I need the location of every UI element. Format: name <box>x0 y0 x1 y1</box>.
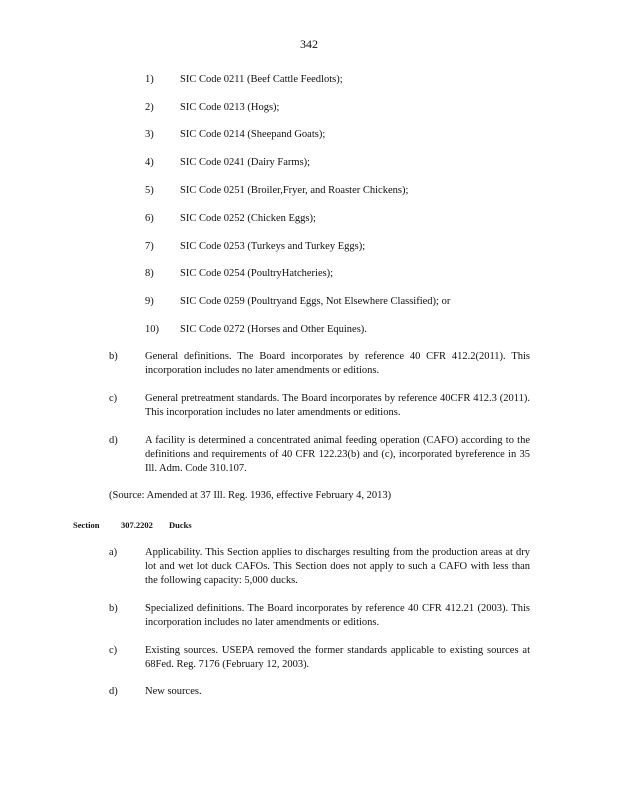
section-number: 307.2202 <box>121 520 153 530</box>
source-note: (Source: Amended at 37 Ill. Reg. 1936, effective February 4, 2013) <box>109 490 392 501</box>
section-title: Ducks <box>169 520 192 530</box>
paragraph: b) Specialized definitions. The Board incorporates by reference 40 CFR 412.21 (2003). This incorporation includes no later amendments or editions. <box>109 603 530 628</box>
paragraph: c) Existing sources. USEPA removed the former standards applicable to existing sources at 68Fed. Reg. 7176 (February 12, 2003). <box>109 645 530 670</box>
paragraph: d) New sources. <box>109 686 202 697</box>
paragraph: a) Applicability. This Section applies to discharges resulting from the production areas at dry lot and wet lot duck CAFOs. This Section does not apply to such a CAFO with less than the following capacity: 5,000 ducks. <box>109 547 530 586</box>
section-heading <box>73 520 192 530</box>
section-label: Section <box>73 520 100 530</box>
paragraph: b) General definitions. The Board incorporates by reference 40 CFR 412.2(2011). This incorporation includes no later amendments or editions. <box>109 351 530 376</box>
document-page: 342 1) SIC Code 0211 (Beef Cattle Feedlots); 2) SIC Code 0213 (Hogs); 3) SIC Code 0214 (Sheepand Goats); 4) SIC Code 0241 (Dairy Farms); 5) SIC Code 0251 (Broiler,Fryer, and Roaster Chickens); 6) SIC Code 0252 (Chicken Eggs); 7) SIC Code 0253 (Turkeys and Turkey Eggs); 8) SIC Code 0254 (PoultryHatcheries); 9) SIC Code 0259 (Poultryand Eggs, Not Elsewhere Classified); or 10) SIC Code 0272 (Horses and Other Equines). b) General definitions. The Board incorporates by reference 40 CFR 412.2(2011). This incorporation includes no later amendments or editions. c) General pretreatment standards. The Board incorporates by reference 40CFR 412.3 (2011). This incorporation includes no later amendments or editions. d) A facility is determined a concentrated animal feeding operation (CAFO) according to the definitions and requirements of 40 CFR 122.23(b) and (c), incorporated byreference in 35 Ill. Adm. Code 310.107. (Source: Amended at 37 Ill. Reg. 1936, effective February 4, 2013) Section 307.2202 Ducks a) Applicability. This Section applies to discharges resulting from the production areas at dry lot and wet lot duck CAFOs. This Section does not apply to such a CAFO with less than the following capacity: 5,000 ducks. b) Specialized definitions. The Board incorporates by reference 40 CFR 412.21 (2003). This incorporation includes no later amendments or editions. c) Existing sources. USEPA removed the former standards applicable to existing sources at 68Fed. Reg. 7176 (February 12, 2003). d) New sources. <box>0 0 618 800</box>
paragraph: c) General pretreatment standards. The Board incorporates by reference 40CFR 412.3 (2011). This incorporation includes no later amendments or editions. <box>109 393 530 418</box>
page-number: 342 <box>300 37 318 51</box>
paragraph: d) A facility is determined a concentrated animal feeding operation (CAFO) according to the definitions and requirements of 40 CFR 122.23(b) and (c), incorporated byreference in 35 Ill. Adm. Code 310.107. <box>109 435 530 474</box>
